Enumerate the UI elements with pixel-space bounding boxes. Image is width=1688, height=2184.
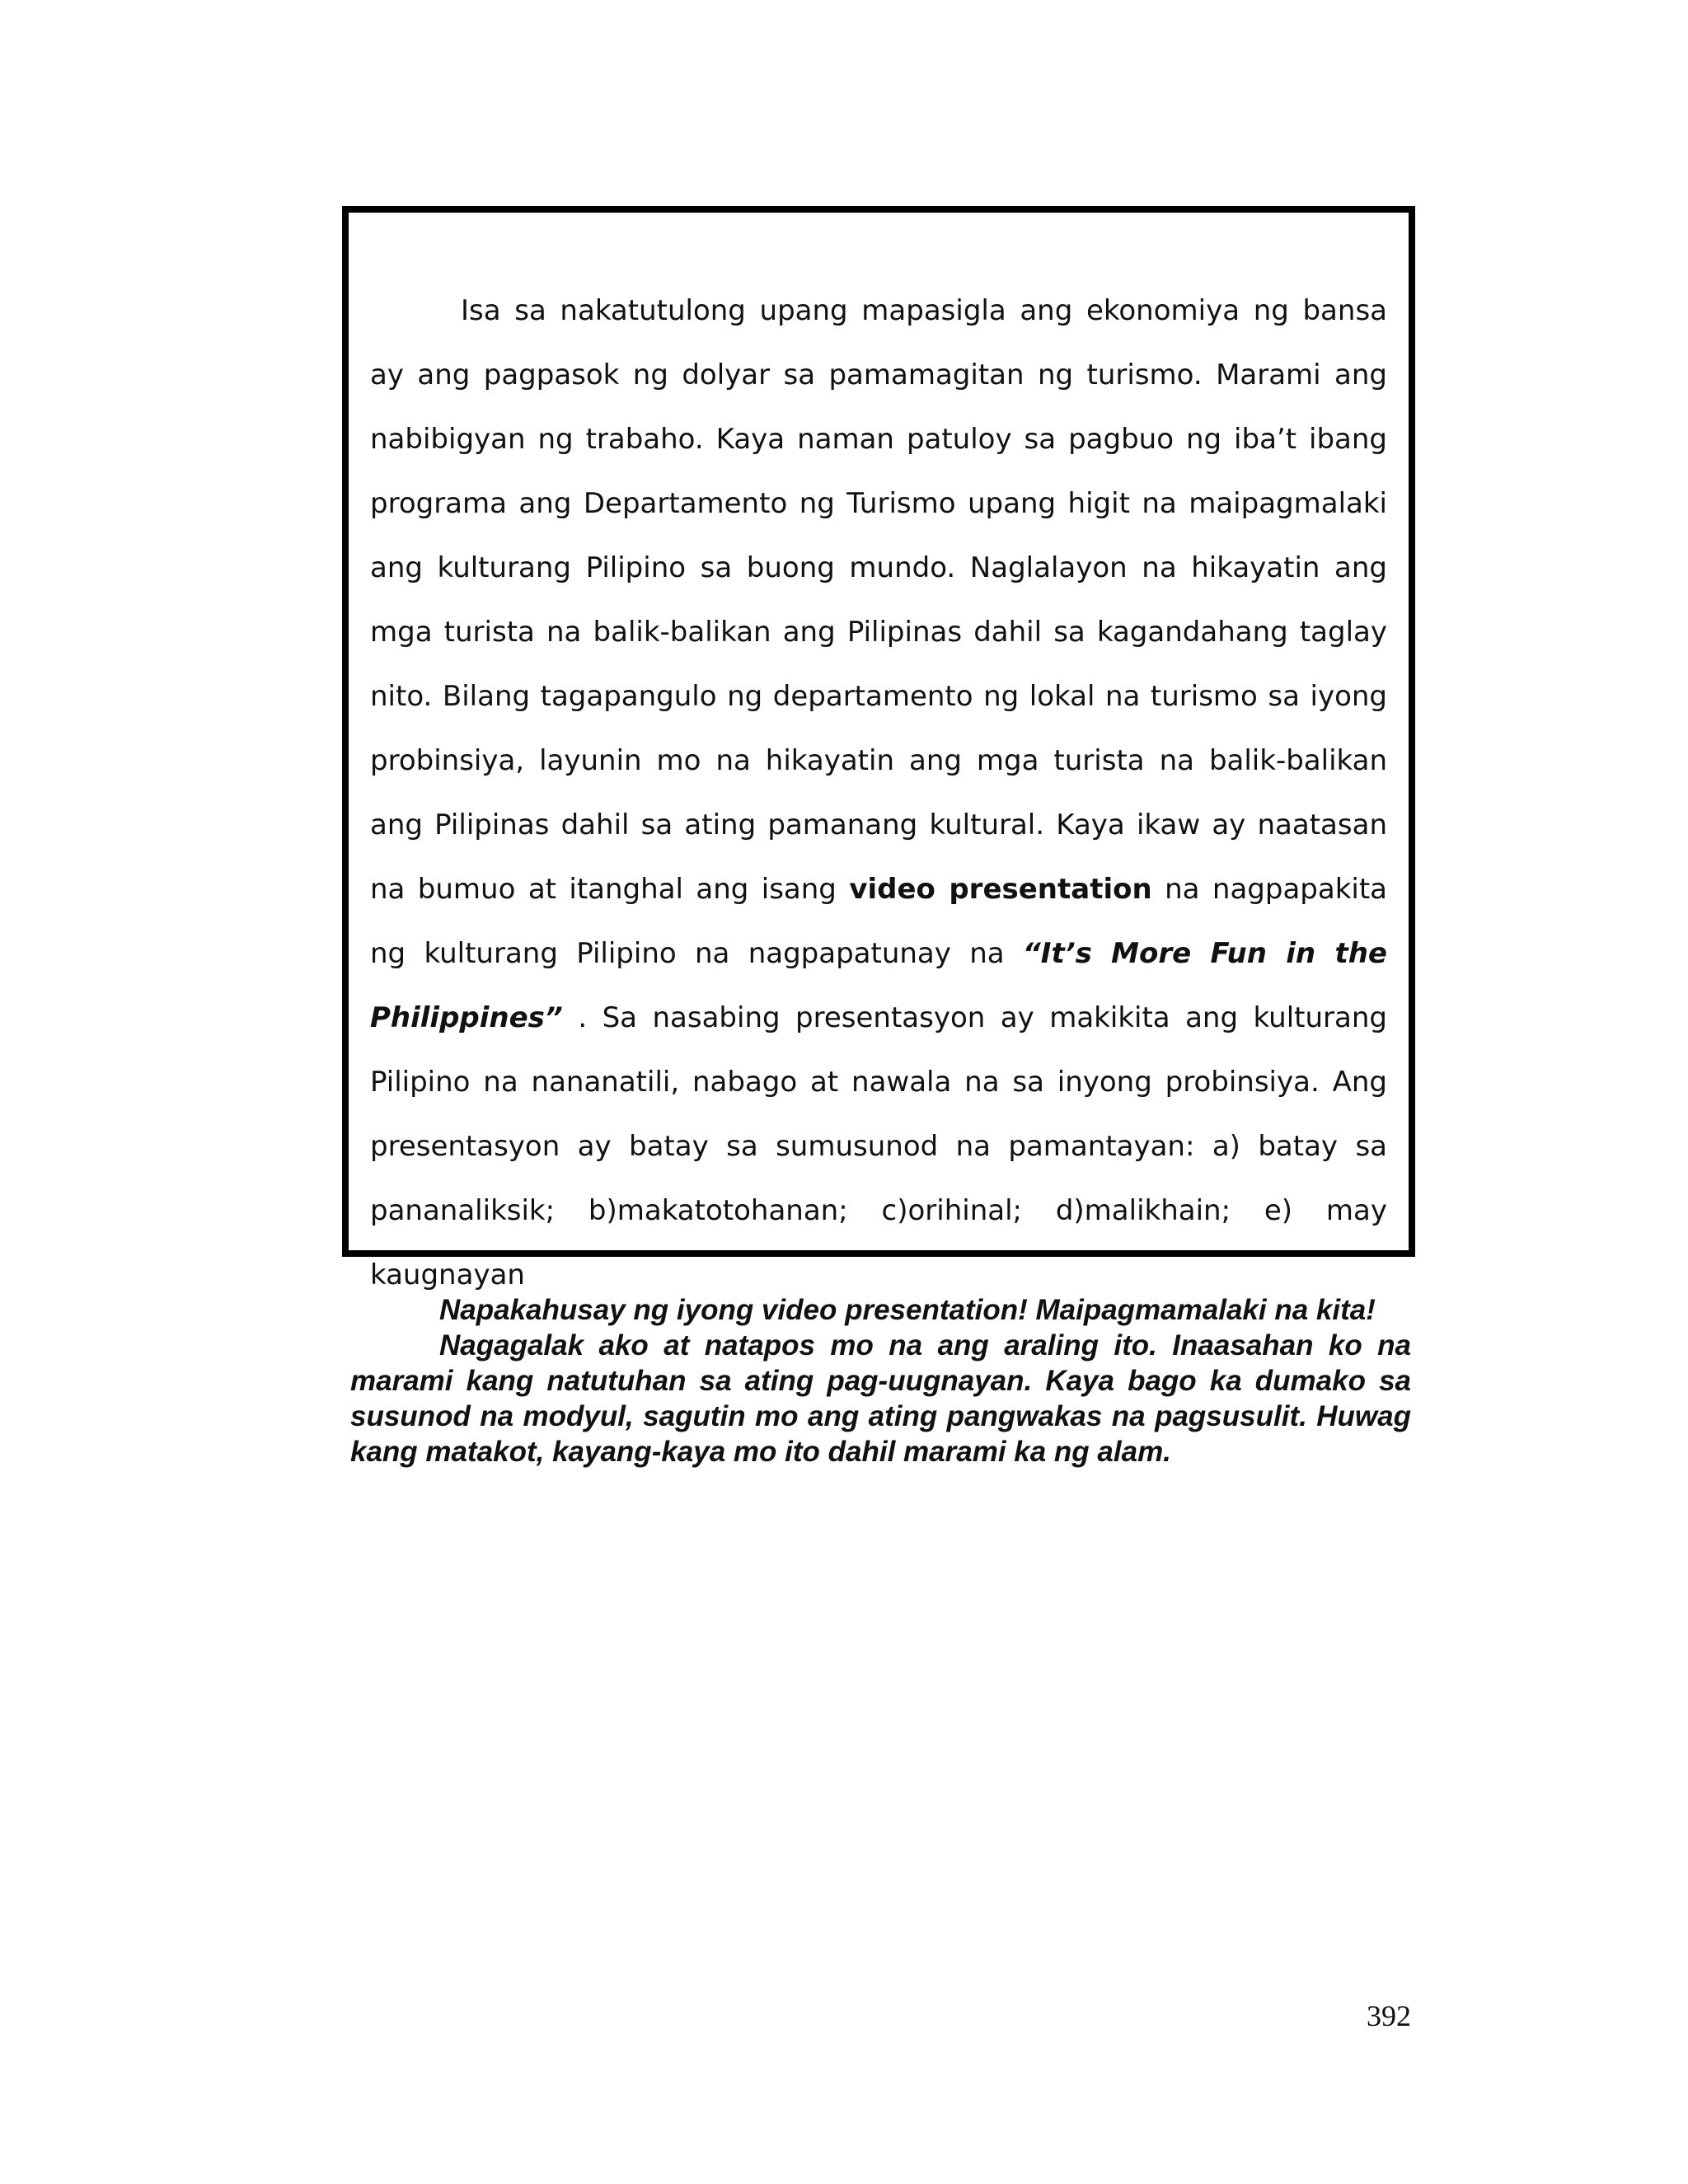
task-box xyxy=(342,206,1415,1291)
task-text-part2: na nagpapakita ng kulturang Pilipino na nagpapatunay na xyxy=(370,873,1388,970)
closing-message xyxy=(350,1292,1411,1469)
task-text-part3: . Sa nasabing presentasyon ay makikita ang kulturang Pilipino na nananatili, nabago at nawala na sa inyong probinsiya. Ang presentasyon ay batay sa sumusunod na pamantayan: a) batay sa pananaliksik; b)makatotohanan; c)orihinal; d)malikhain; e) may kaugnayan xyxy=(370,1001,1387,1291)
praise-text: Napakahusay ng iyong video presentation! Maipagmamalaki na kita! xyxy=(439,1294,1376,1326)
task-text-part1: Isa sa nakatutulong upang mapasigla ang ekonomiya ng bansa ay ang pagpasok ng dolyar sa pamamagitan ng turismo. Marami ang nabibigyan ng trabaho. Kaya naman patuloy sa pagbuo ng iba’t ibang programa ang Departamento ng Turismo upang higit na maipagmalaki ang kulturang Pilipino sa buong mundo. Naglalayon na hikayatin ang mga turista na balik-balikan ang Pilipinas dahil sa kagandahang taglay nito. Bilang tagapangulo ng departamento ng lokal na turismo sa iyong probinsiya, layunin mo na hikayatin ang mga turista na balik-balikan ang Pilipinas dahil sa ating pamanang kultural. Kaya ikaw ay naatasan na bumuo at itanghal ang isang xyxy=(370,294,1387,906)
page-number: 392 xyxy=(1367,1999,1411,2032)
video-presentation-phrase: video presentation xyxy=(849,873,1152,906)
task-paragraph xyxy=(370,279,1387,1307)
slogan: “It’s More Fun in the Philippines” xyxy=(370,937,1387,1034)
farewell-text: Nagagalak ako at natapos mo na ang araling ito. Inaasahan ko na marami kang natutuhan sa ating pag-uugnayan. Kaya bago ka dumako sa susunod na modyul, sagutin mo ang ating pangwakas na pagsusulit. Huwag kang matakot, kayang-kaya mo ito dahil marami ka ng alam. xyxy=(350,1329,1411,1468)
